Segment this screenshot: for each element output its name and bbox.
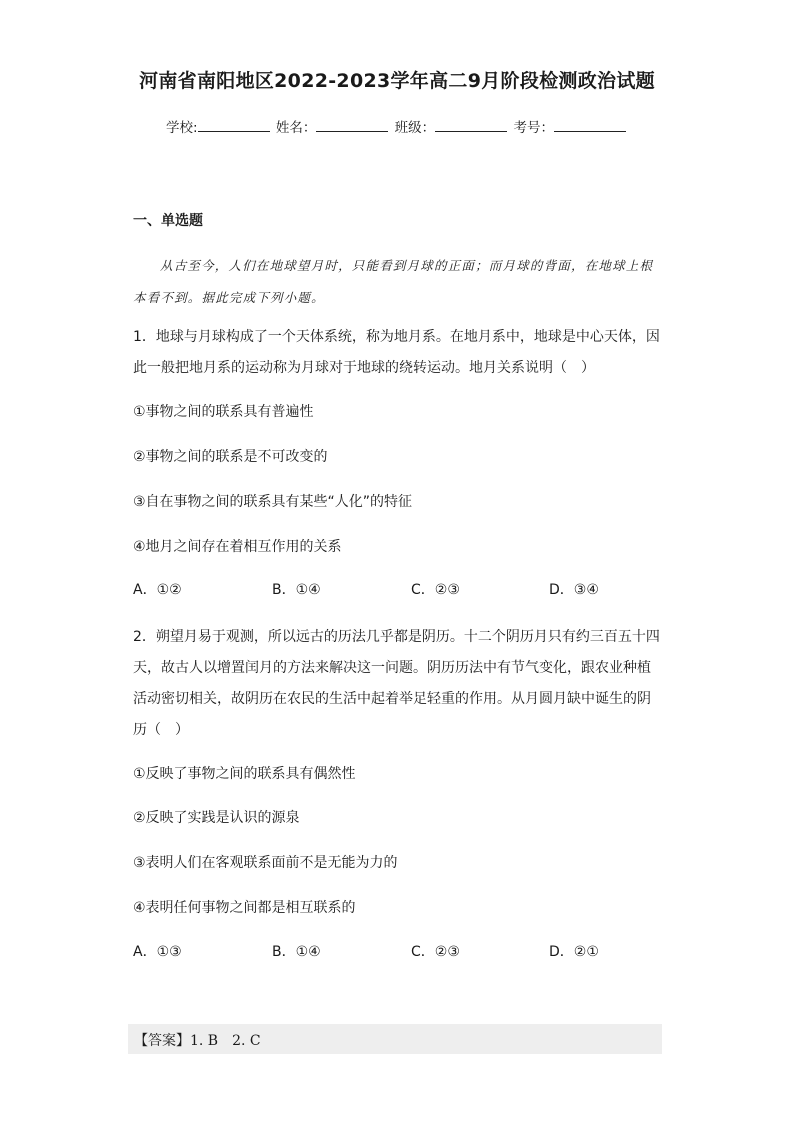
exam-number-blank[interactable] (554, 117, 626, 132)
question-1-choice-a[interactable]: A．①② (133, 582, 182, 598)
question-2-option-4: ④表明任何事物之间都是相互联系的 (133, 900, 356, 916)
question-2-choice-c[interactable]: C．②③ (411, 944, 460, 960)
question-1-stem: 1．地球与月球构成了一个天体系统，称为地月系。在地月系中，地球是中心天体，因此一般把地月系的运动称为月球对于地球的绕转运动。地月关系说明（ ） (133, 329, 660, 376)
question-1-option-4: ④地月之间存在着相互作用的关系 (133, 539, 342, 555)
question-2-choice-d[interactable]: D．②① (549, 944, 599, 960)
question-1-option-3: ③自在事物之间的联系具有某些“人化”的特征 (133, 494, 413, 510)
answer-box (128, 1024, 662, 1054)
question-2-option-3: ③表明人们在客观联系面前不是无能为力的 (133, 855, 398, 871)
name-blank[interactable] (316, 117, 388, 132)
question-2-choice-a[interactable]: A．①③ (133, 944, 182, 960)
class-blank[interactable] (435, 117, 507, 132)
question-1-choice-b[interactable]: B．①④ (272, 582, 321, 598)
reading-passage: 从古至今，人们在地球望月时，只能看到月球的正面；而月球的背面，在地球上根本看不到。据此完成下列小题。 (133, 258, 654, 305)
answer-text: 【答案】1. B 2. C (134, 1033, 261, 1049)
question-1-option-2: ②事物之间的联系是不可改变的 (133, 449, 328, 465)
question-1-choice-d[interactable]: D．③④ (549, 582, 599, 598)
question-2-choice-b[interactable]: B．①④ (272, 944, 321, 960)
exam-number-label: 考号： (513, 120, 554, 136)
school-blank[interactable] (198, 117, 270, 132)
question-1-choice-c[interactable]: C．②③ (411, 582, 460, 598)
question-1-option-1: ①事物之间的联系具有普遍性 (133, 404, 314, 420)
exam-title: 河南省南阳地区2022-2023学年高二9月阶段检测政治试题 (139, 70, 655, 92)
question-2-option-2: ②反映了实践是认识的源泉 (133, 810, 300, 826)
school-label: 学校: (166, 120, 198, 136)
name-label: 姓名： (275, 120, 317, 136)
question-2-stem: 2．朔望月易于观测，所以远古的历法几乎都是阴历。十二个阴历月只有约三百五十四天，故古人以增置闰月的方法来解决这一问题。阴历历法中有节气变化，跟农业种植活动密切相关，故阴历在农民的生活中起着举足轻重的作用。从月圆月缺中诞生的阴历（ ） (133, 629, 660, 738)
class-label: 班级： (394, 120, 436, 136)
student-info-line (0, 116, 794, 136)
question-2-option-1: ①反映了事物之间的联系具有偶然性 (133, 766, 356, 782)
section-heading: 一、单选题 (133, 213, 203, 229)
